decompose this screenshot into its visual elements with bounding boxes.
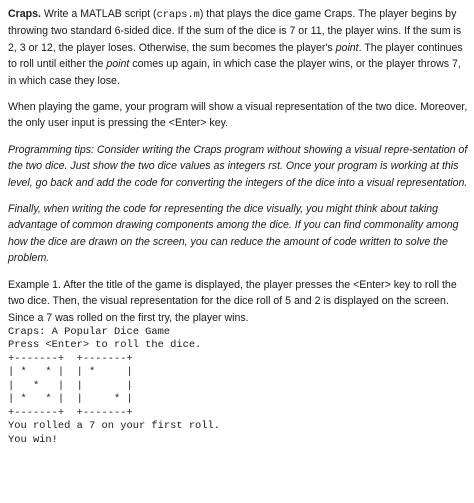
point-term-2: point — [106, 58, 130, 71]
problem-title: Craps. — [8, 8, 41, 20]
intro-text-c: . The player continues to roll until either the — [8, 41, 463, 71]
programming-tips-paragraph: Programming tips: Consider writing the Craps program without showing a visual repre-sentation of the two dice. Just show the two dice values as integers rst. Once your program is working at this level, go back and add the code for converting the integers of the dice into a visual representation. — [8, 143, 468, 189]
problem-statement — [8, 6, 468, 89]
document-page — [8, 6, 468, 447]
intro-text-b: ) that plays the dice game Craps. The player begins by throwing two standard 6-sided dice. If the sum of the dice is 7 or 11, the player wins. If the sum is 2, 3 or 12, the player loses. Otherwise, the sum becomes the player's — [8, 8, 462, 54]
display-paragraph: When playing the game, your program will show a visual representation of the two dice. Moreover, the only user input is pressing the <Enter> key. — [8, 101, 468, 130]
intro-text-a: Write a MATLAB script ( — [40, 8, 157, 20]
console-output: Craps: A Popular Dice Game Press <Enter> to roll the dice. +-------+ +-------+ | * * | | * | | * | | | | * * | | * | +-------+ +-------+ You rolled a 7 on your first roll. You win! — [8, 325, 221, 446]
intro-text-d: comes up again, in which case the player wins, or the player throws 7, in which case they lose. — [8, 58, 461, 87]
example-paragraph: Example 1. After the title of the game is displayed, the player presses the <Enter> key to roll the two dice. Then, the visual representation for the dice roll of 5 and 2 is displayed on the screen. Since a 7 was rolled on the first try, the player wins. — [8, 278, 457, 324]
finally-paragraph: Finally, when writing the code for representing the dice visually, you might think about taking advantage of common drawing components among the dice. If you can find commonality among how the dice are drawn on the screen, you can reduce the amount of code written to solve the problem. — [8, 203, 459, 265]
script-filename: craps.m — [156, 9, 200, 21]
point-term: point — [335, 41, 359, 54]
